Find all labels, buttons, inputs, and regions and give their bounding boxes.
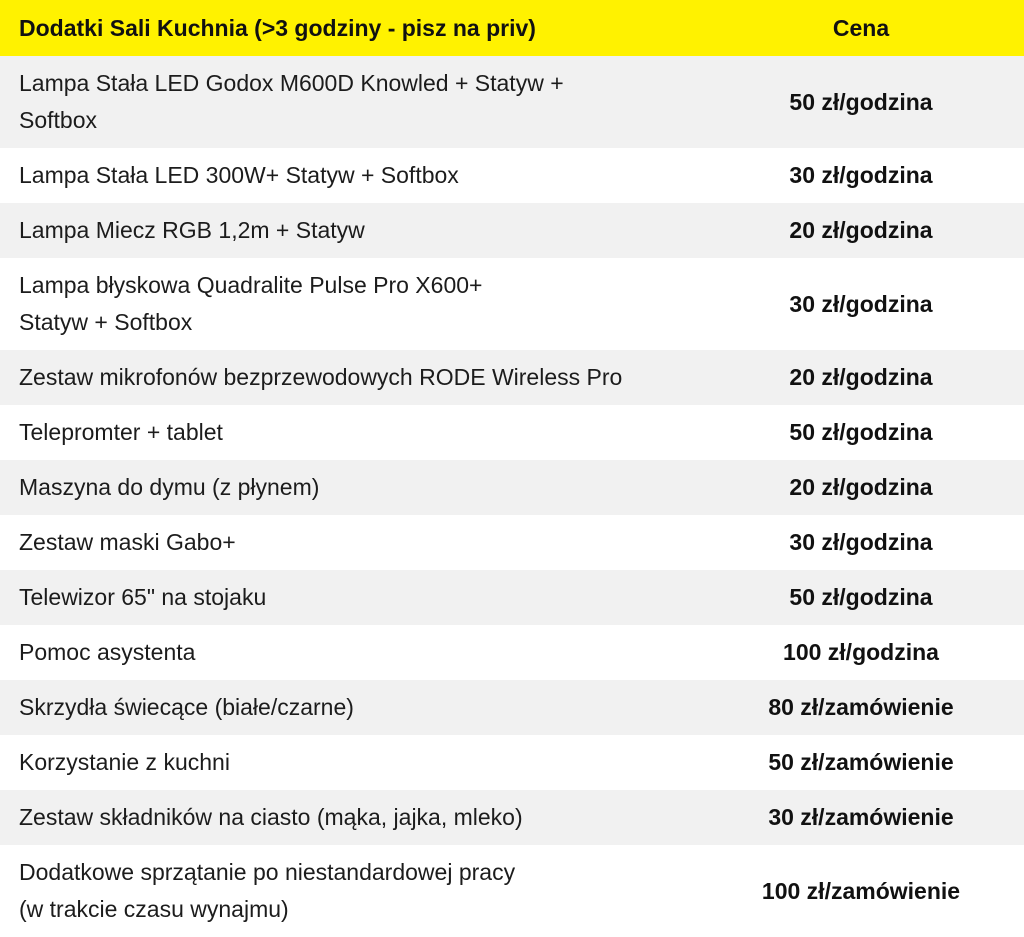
item-name [0, 515, 698, 570]
item-price: 30 zł/godzina [698, 258, 1024, 350]
item-price: 50 zł/zamówienie [698, 735, 1024, 790]
item-price: 20 zł/godzina [698, 460, 1024, 515]
item-name [0, 570, 698, 625]
item-name [0, 460, 698, 515]
item-name-text: Lampa błyskowa Quadralite Pulse Pro X600+ Statyw + Softbox [19, 272, 483, 335]
item-name [0, 680, 698, 735]
item-name [0, 203, 698, 258]
table-row [0, 148, 1024, 203]
table-header [0, 0, 1024, 56]
table-row [0, 203, 1024, 258]
table-row [0, 845, 1024, 937]
item-price: 30 zł/godzina [698, 515, 1024, 570]
item-name-text: Skrzydła świecące (białe/czarne) [19, 694, 354, 720]
table-row [0, 56, 1024, 148]
table-row [0, 405, 1024, 460]
item-name-text: Lampa Stała LED Godox M600D Knowled + Statyw + Softbox [19, 70, 564, 133]
table-row [0, 570, 1024, 625]
item-price: 20 zł/godzina [698, 203, 1024, 258]
item-name-text: Lampa Stała LED 300W+ Statyw + Softbox [19, 162, 459, 188]
item-name-text: Dodatkowe sprzątanie po niestandardowej pracy (w trakcie czasu wynajmu) [19, 859, 516, 922]
table-row [0, 460, 1024, 515]
item-name-text: Lampa Miecz RGB 1,2m + Statyw [19, 217, 365, 243]
item-price: 80 zł/zamówienie [698, 680, 1024, 735]
header-name: Dodatki Sali Kuchnia (>3 godziny - pisz na priv) [0, 0, 698, 56]
item-price: 100 zł/zamówienie [698, 845, 1024, 937]
item-price: 30 zł/zamówienie [698, 790, 1024, 845]
item-name-text: Zestaw maski Gabo+ [19, 529, 236, 555]
item-name-text: Zestaw mikrofonów bezprzewodowych RODE Wireless Pro [19, 364, 623, 390]
table-row [0, 735, 1024, 790]
table-row [0, 790, 1024, 845]
item-name [0, 790, 698, 845]
item-price: 100 zł/godzina [698, 625, 1024, 680]
table-row [0, 258, 1024, 350]
header-price: Cena [698, 0, 1024, 56]
item-price: 30 zł/godzina [698, 148, 1024, 203]
table-row [0, 350, 1024, 405]
item-name-text: Telewizor 65" na stojaku [19, 584, 267, 610]
table-row [0, 680, 1024, 735]
item-name [0, 56, 698, 148]
item-name-text: Pomoc asystenta [19, 639, 196, 665]
item-name-text: Korzystanie z kuchni [19, 749, 230, 775]
item-price: 50 zł/godzina [698, 56, 1024, 148]
item-name [0, 625, 698, 680]
item-name [0, 258, 698, 350]
item-price: 50 zł/godzina [698, 570, 1024, 625]
item-name [0, 148, 698, 203]
item-name [0, 735, 698, 790]
table-row [0, 515, 1024, 570]
item-name-text: Zestaw składników na ciasto (mąka, jajka, mleko) [19, 804, 523, 830]
item-name-text: Telepromter + tablet [19, 419, 223, 445]
item-price: 50 zł/godzina [698, 405, 1024, 460]
item-name [0, 350, 698, 405]
item-price: 20 zł/godzina [698, 350, 1024, 405]
item-name [0, 405, 698, 460]
item-name-text: Maszyna do dymu (z płynem) [19, 474, 320, 500]
item-name [0, 845, 698, 937]
table-row [0, 625, 1024, 680]
